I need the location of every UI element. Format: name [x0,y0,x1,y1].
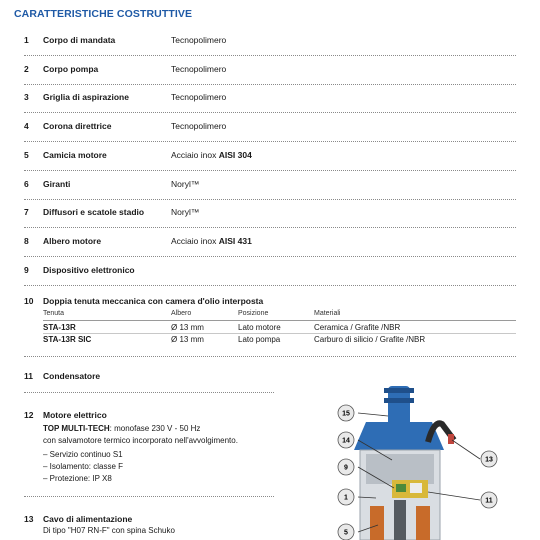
motore-bullet-2: – Isolamento: classe F [43,462,124,471]
callout-label: 9 [344,464,348,472]
component-number: 3 [24,92,29,103]
component-row [0,199,540,228]
component-name: Albero motore [43,235,102,246]
component-name: Giranti [43,178,71,189]
motore-power: : monofase 230 V - 50 Hz [109,424,201,433]
condensatore-number: 11 [24,371,33,381]
motore-spec-line [43,424,200,433]
callout-label: 5 [344,529,348,537]
component-row [0,257,540,286]
seal-row-1-tenuta: STA-13R [43,323,76,332]
motore-model: TOP MULTI-TECH [43,424,110,433]
seal-header-tenuta: Tenuta [43,310,65,317]
component-material [171,35,226,45]
pump-cutaway-diagram [330,380,540,540]
component-number: 2 [24,63,29,74]
component-material [171,179,199,189]
callout-label: 13 [485,456,493,464]
seal-title: Doppia tenuta meccanica con camera d'olio interposta [43,296,264,306]
material-grade: AISI 431 [218,235,252,246]
component-row [0,171,540,200]
material-text: Tecnopolimero [171,121,227,132]
seal-section-divider [24,356,516,357]
seal-row-divider [43,333,516,334]
material-text: Tecnopolimero [171,63,227,74]
callout-label: 14 [342,437,350,445]
component-number: 7 [24,207,29,218]
component-name: Griglia di aspirazione [43,92,129,103]
material-text: Tecnopolimero [171,35,227,45]
component-row [0,27,540,56]
callout-label: 15 [342,410,350,418]
component-row [0,84,540,113]
motor-winding-right [416,506,430,540]
component-number: 6 [24,178,29,189]
material-text: Tecnopolimero [171,92,227,103]
motore-bullet-3: – Protezione: IP X8 [43,474,112,483]
seal-row-1-posizione: Lato motore [238,323,281,332]
component-number: 4 [24,121,29,132]
seal-header-albero: Albero [171,310,192,317]
component-material [171,207,199,217]
seal-number: 10 [24,296,34,306]
component-material [171,64,226,74]
cavo-number: 13 [24,514,34,524]
component-number: 9 [24,264,29,275]
seal-row-2-tenuta: STA-13R SIC [43,335,92,344]
seal-row-1-albero: Ø 13 mm [171,323,204,332]
motore-number: 12 [24,410,34,420]
material-grade: AISI 304 [218,149,252,160]
motore-protection-text: con salvamotore termico incorporato nell'avvolgimento. [43,436,238,445]
cavo-description: Di tipo "H07 RN-F" con spina Schuko [43,526,175,535]
component-name: Corpo pompa [43,63,99,74]
callout-label: 1 [344,494,348,502]
condensatore-name: Condensatore [43,371,101,381]
component-material [171,236,252,246]
component-number: 8 [24,235,29,246]
condensatore-divider [24,392,274,393]
material-text: Acciaio inox [171,235,217,246]
material-text: Noryl™ [171,207,200,218]
motore-divider [24,496,274,497]
component-name: Camicia motore [43,149,107,160]
seal-header-divider [43,320,516,321]
seal-row-2-materiali: Carburo di silicio / Grafite /NBR [314,335,426,344]
callout-label: 11 [485,497,493,505]
material-text: Acciaio inox [171,149,217,160]
component-number: 5 [24,149,29,160]
component-number: 1 [24,35,29,45]
cavo-name: Cavo di alimentazione [43,514,133,524]
component-row [0,142,540,171]
component-name: Corona direttrice [43,121,112,132]
motore-bullet-1: – Servizio continuo S1 [43,450,123,459]
row-divider [24,285,516,286]
section-title: CARATTERISTICHE COSTRUTTIVE [14,8,193,20]
seal-header-posizione: Posizione [238,310,269,317]
component-row [0,228,540,257]
component-row [0,56,540,85]
seal-row-2-albero: Ø 13 mm [171,335,204,344]
component-material [171,150,252,160]
component-row [0,113,540,142]
component-name: Diffusori e scatole stadio [43,207,145,218]
component-name: Dispositivo elettronico [43,264,135,275]
motore-name: Motore elettrico [43,410,107,420]
motor-winding-left [370,506,384,540]
seal-header-materiali: Materiali [314,310,341,317]
component-material [171,121,226,131]
component-name: Corpo di mandata [43,35,116,45]
seal-row-1-materiali: Ceramica / Grafite /NBR [314,323,401,332]
seal-row-2-posizione: Lato pompa [238,335,281,344]
component-material [171,92,226,102]
material-text: Noryl™ [171,178,200,189]
